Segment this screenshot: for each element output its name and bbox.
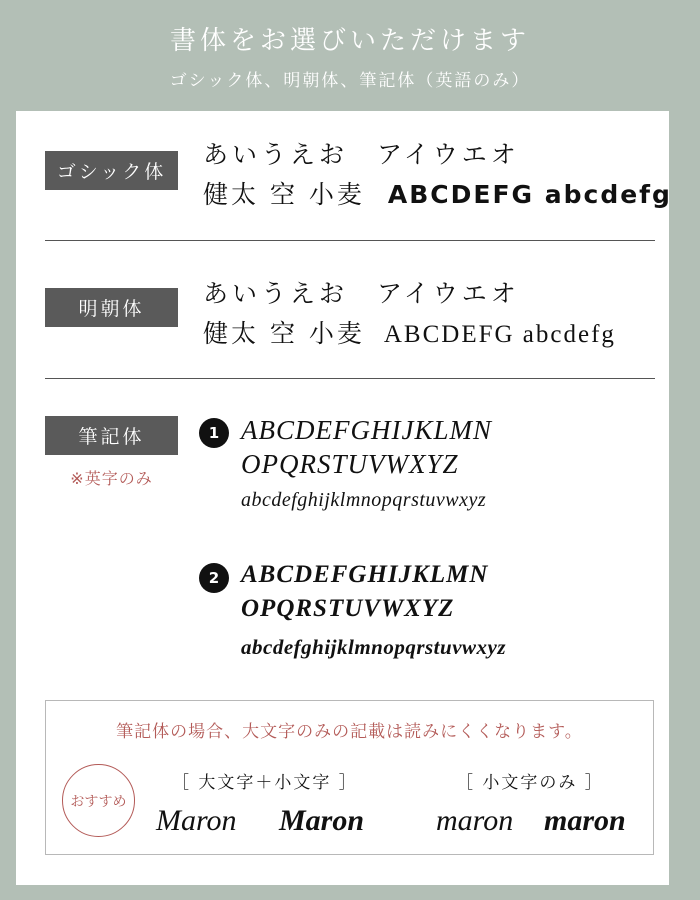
gothic-kana-sample: あいうえお アイウエオ [203,140,520,169]
divider [45,240,655,241]
style-2-badge: 2 [199,563,229,593]
script2-lower-row: abcdefghijklmnopqrstuvwxyz [241,635,507,659]
gothic-kanji-latin-row [203,175,672,211]
mincho-kanji-latin-row [203,314,616,350]
script2-upper-row1: ABCDEFGHIJKLMN [241,561,489,588]
style-1-badge: 1 [199,418,229,448]
page-title: 書体をお選びいただけます [169,26,530,56]
divider [45,378,655,379]
script1-upper-row1: ABCDEFGHIJKLMN [241,415,492,445]
mincho-kanji-sample: 健太 空 小麦 [203,319,365,348]
mincho-latin-sample: ABCDEFG abcdefg [383,321,616,348]
mincho-label: 明朝体 [45,288,178,327]
gothic-kanji-sample: 健太 空 小麦 [203,180,365,209]
lowercase-label: ［ 小文字のみ ］ [456,773,604,793]
script-label: 筆記体 [45,416,178,455]
script2-upper-row2: OPQRSTUVWXYZ [241,595,455,622]
font-sample-card [16,111,672,885]
gothic-label: ゴシック体 [45,151,178,190]
recommend-badge: おすすめ [62,764,135,837]
script1-lower-row: abcdefghijklmnopqrstuvwxyz [241,489,487,511]
script1-upper-row2: OPQRSTUVWXYZ [241,449,459,479]
lower-sample-style1: maron [436,804,514,837]
lower-sample-style2: maron [544,804,626,837]
mincho-kana-sample: あいうえお アイウエオ [203,279,520,308]
script-note: ※英字のみ [70,469,153,488]
notice-text: 筆記体の場合、大文字のみの記載は読みにくくなります。 [116,722,583,742]
script-notice-box [45,700,654,855]
page-subtitle: ゴシック体、明朝体、筆記体（英語のみ） [169,71,531,91]
mixed-sample-style1: Maron [156,804,237,837]
mixed-sample-style2: Maron [279,804,365,837]
mixed-case-label: ［ 大文字＋小文字 ］ [172,773,358,793]
gothic-latin-sample: ABCDEFG abcdefg [387,180,672,209]
